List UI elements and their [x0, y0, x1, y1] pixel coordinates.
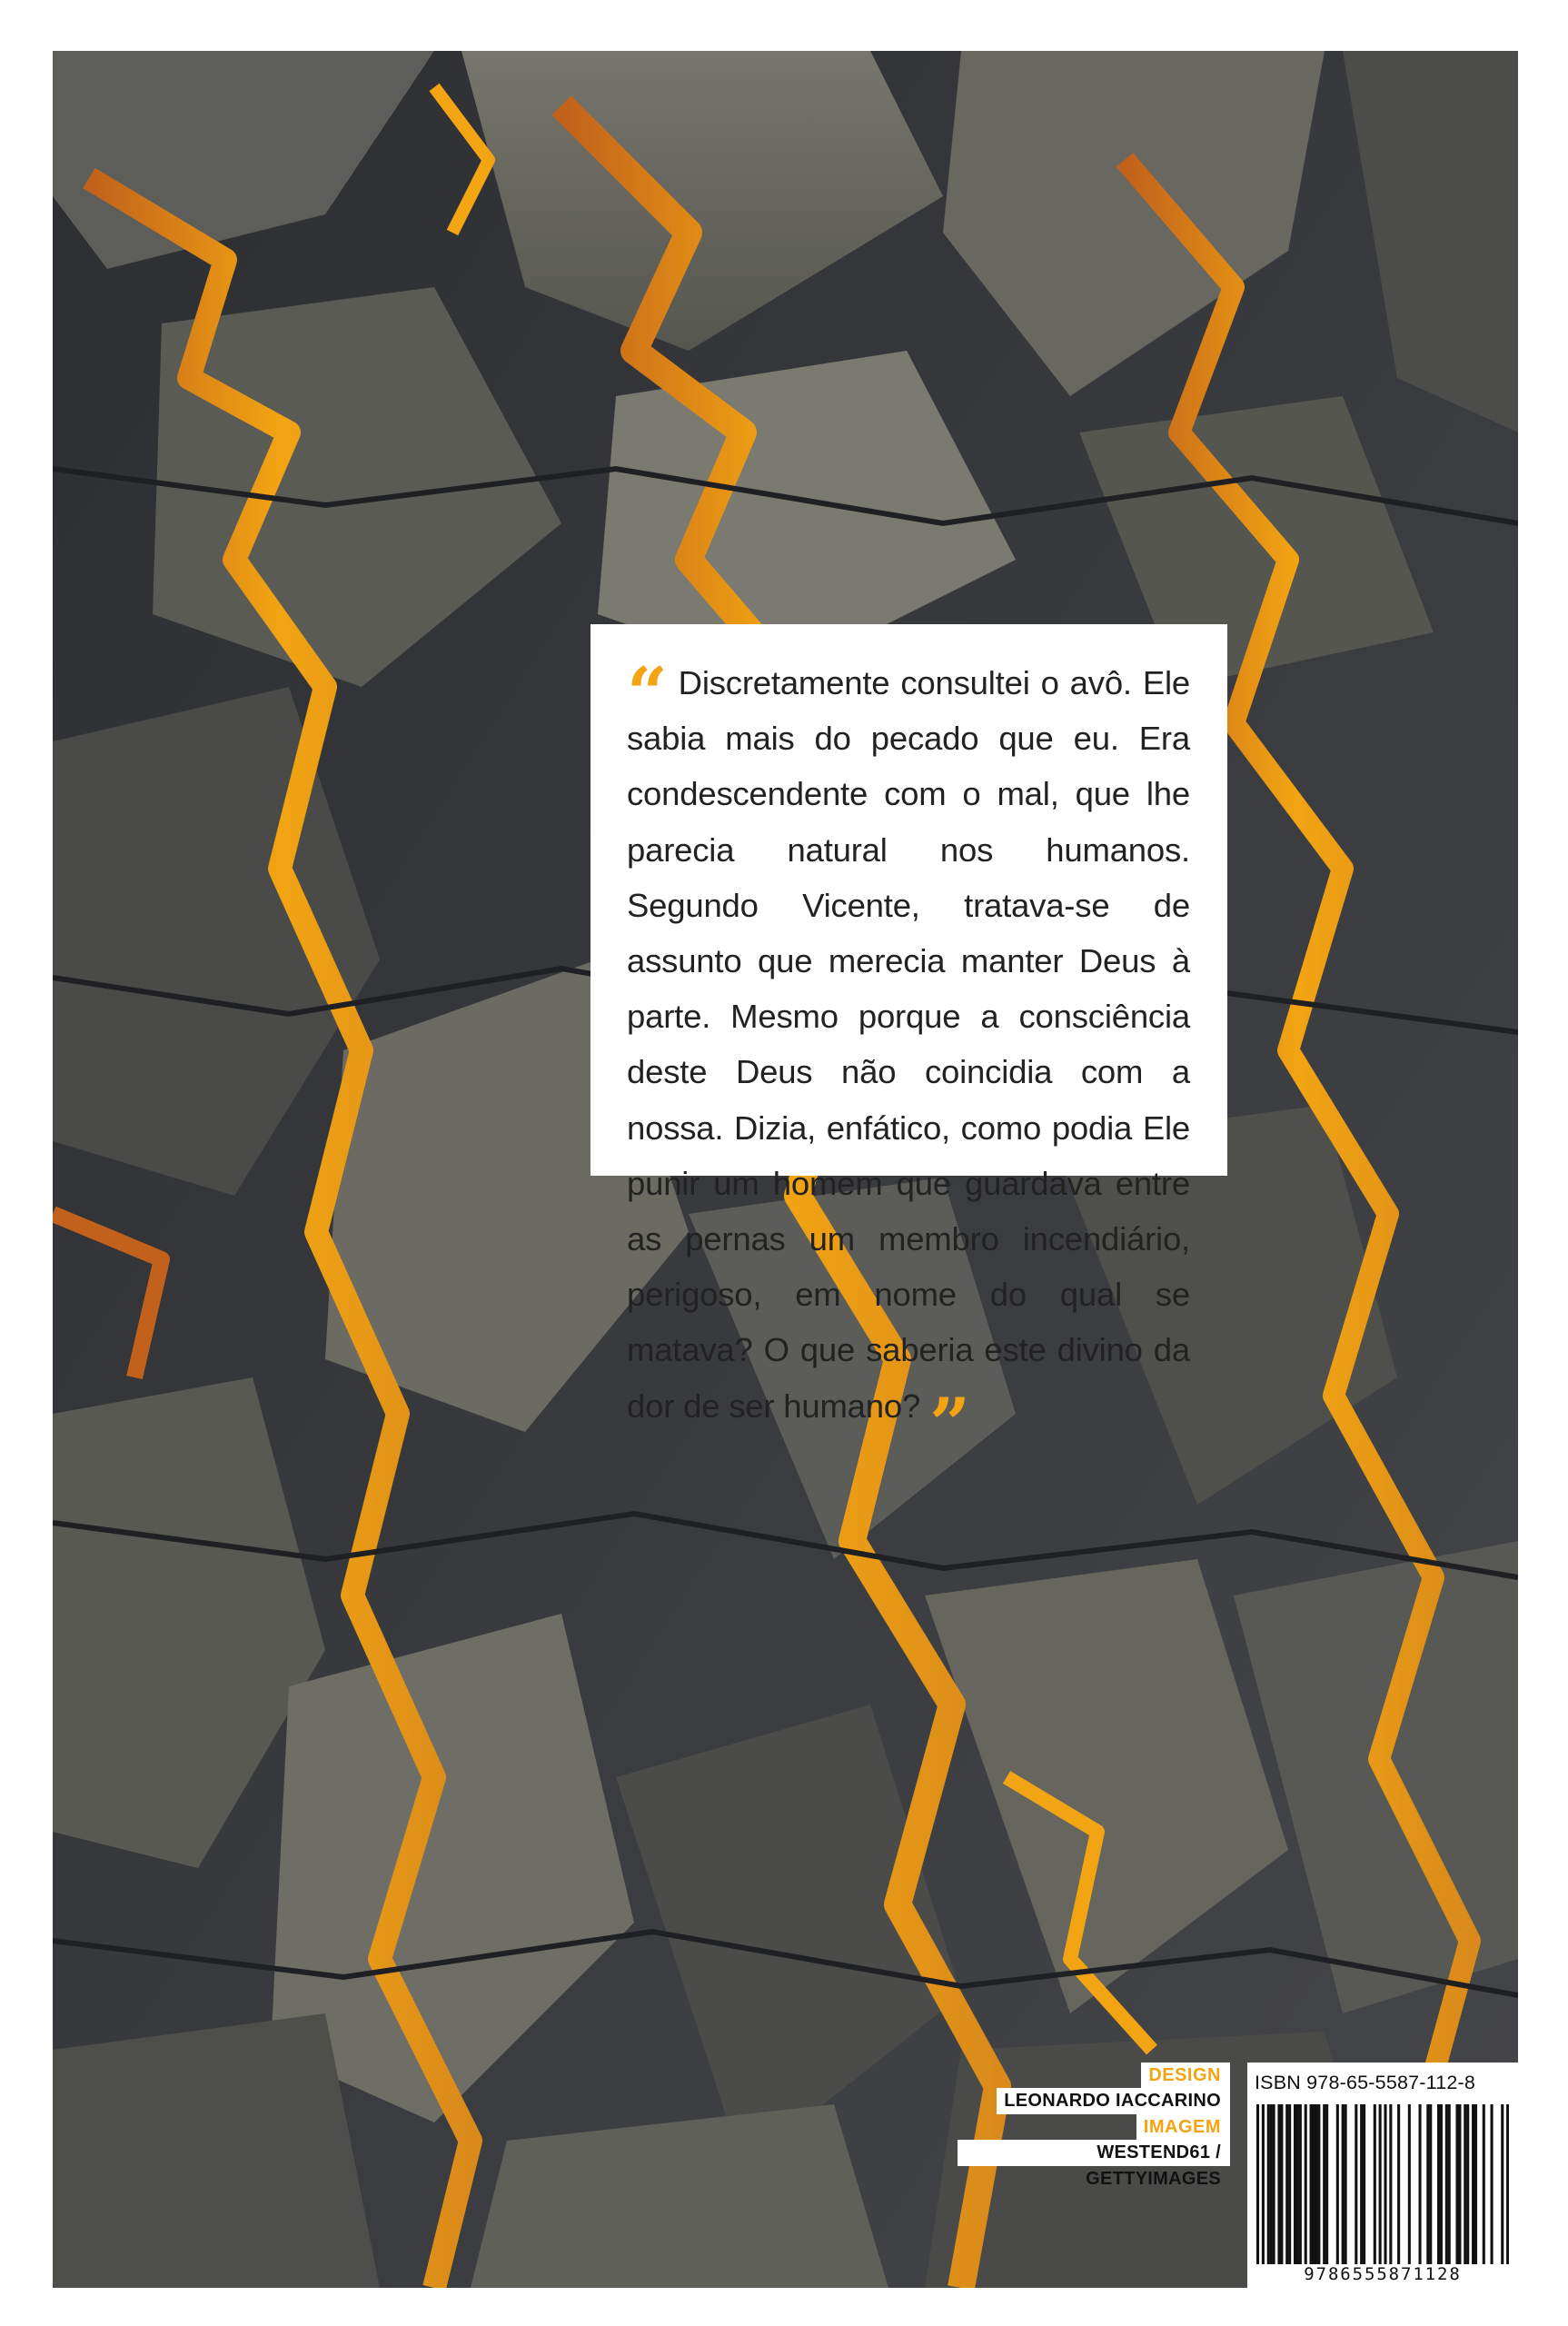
barcode-bar	[1323, 2104, 1325, 2264]
barcode-bar	[1267, 2104, 1270, 2264]
design-credit-label: DESIGN	[1141, 2063, 1230, 2088]
barcode-bar	[1336, 2104, 1339, 2264]
barcode-bar	[1273, 2104, 1275, 2264]
barcode-bar	[1288, 2104, 1291, 2264]
barcode-bar	[1256, 2104, 1259, 2264]
barcode-bar	[1317, 2104, 1320, 2264]
barcode-bar	[1384, 2104, 1386, 2264]
barcode-digits: 9786555871128	[1304, 2264, 1462, 2284]
barcode-bar	[1355, 2104, 1357, 2264]
barcode-bar	[1437, 2104, 1440, 2264]
cover-credits	[958, 2063, 1230, 2189]
barcode-bar	[1464, 2104, 1466, 2264]
barcode-bar	[1360, 2104, 1363, 2264]
barcode-bar	[1374, 2104, 1376, 2264]
barcode-bar	[1363, 2104, 1365, 2264]
barcode-bar	[1280, 2104, 1283, 2264]
image-credit-value: WESTEND61 / GETTYIMAGES	[958, 2140, 1230, 2166]
barcode-bar	[1277, 2104, 1280, 2264]
barcode-bar	[1296, 2104, 1299, 2264]
barcode-bar	[1305, 2104, 1307, 2264]
barcode-icon	[1256, 2104, 1509, 2264]
barcode-bar	[1445, 2104, 1448, 2264]
barcode-bar	[1458, 2104, 1461, 2264]
barcode-bar	[1262, 2104, 1265, 2264]
barcode-bar	[1506, 2104, 1509, 2264]
barcode-bar	[1397, 2104, 1400, 2264]
barcode-bar	[1342, 2104, 1345, 2264]
barcode-bar	[1315, 2104, 1317, 2264]
barcode-bar	[1312, 2104, 1315, 2264]
barcode-bar	[1440, 2104, 1443, 2264]
quote-text: Discretamente consultei o avô. Ele sabia mais do pecado que eu. Era condescendente com o mal, que lhe parecia natural nos humanos. Segundo Vicente, tratava-se de assunto que merecia manter Deus à parte. Mesmo porque a consciência deste Deus não coincidia com a nossa. Dizia, enfático, como podia Ele punir um homem que guardava entre as pernas um membro incendiário, perigoso, em nome do qual se matava? O que saberia este divino da dor de ser humano?	[627, 664, 1190, 1425]
barcode-bar	[1389, 2104, 1392, 2264]
barcode-bar	[1455, 2104, 1458, 2264]
barcode-bar	[1310, 2104, 1313, 2264]
barcode-bar	[1408, 2104, 1411, 2264]
quote-box	[590, 624, 1227, 1466]
barcode-bar	[1379, 2104, 1382, 2264]
barcode-bar	[1429, 2104, 1432, 2264]
barcode-bar	[1472, 2104, 1474, 2264]
barcode-bar	[1448, 2104, 1451, 2264]
barcode-bar	[1419, 2104, 1422, 2264]
barcode-bar	[1491, 2104, 1494, 2264]
barcode-bar	[1466, 2104, 1469, 2264]
quote-paragraph	[627, 652, 1190, 1466]
barcode-bar	[1501, 2104, 1503, 2264]
barcode-bar	[1270, 2104, 1273, 2264]
barcode-bar	[1299, 2104, 1302, 2264]
isbn-barcode-box	[1247, 2063, 1518, 2288]
barcode-bar	[1294, 2104, 1296, 2264]
design-credit-value: LEONARDO IACCARINO	[997, 2088, 1230, 2114]
barcode-bar	[1285, 2104, 1288, 2264]
isbn-text: ISBN 978-65-5587-112-8	[1255, 2072, 1476, 2093]
barcode-bar	[1426, 2104, 1429, 2264]
barcode-bar	[1345, 2104, 1347, 2264]
close-quote-mark: ”	[929, 1382, 970, 1466]
barcode-bar	[1325, 2104, 1328, 2264]
barcode-bar	[1483, 2104, 1485, 2264]
image-credit-label: IMAGEM	[1136, 2114, 1230, 2140]
open-quote-mark: “	[627, 652, 668, 735]
barcode-bar	[1474, 2104, 1477, 2264]
